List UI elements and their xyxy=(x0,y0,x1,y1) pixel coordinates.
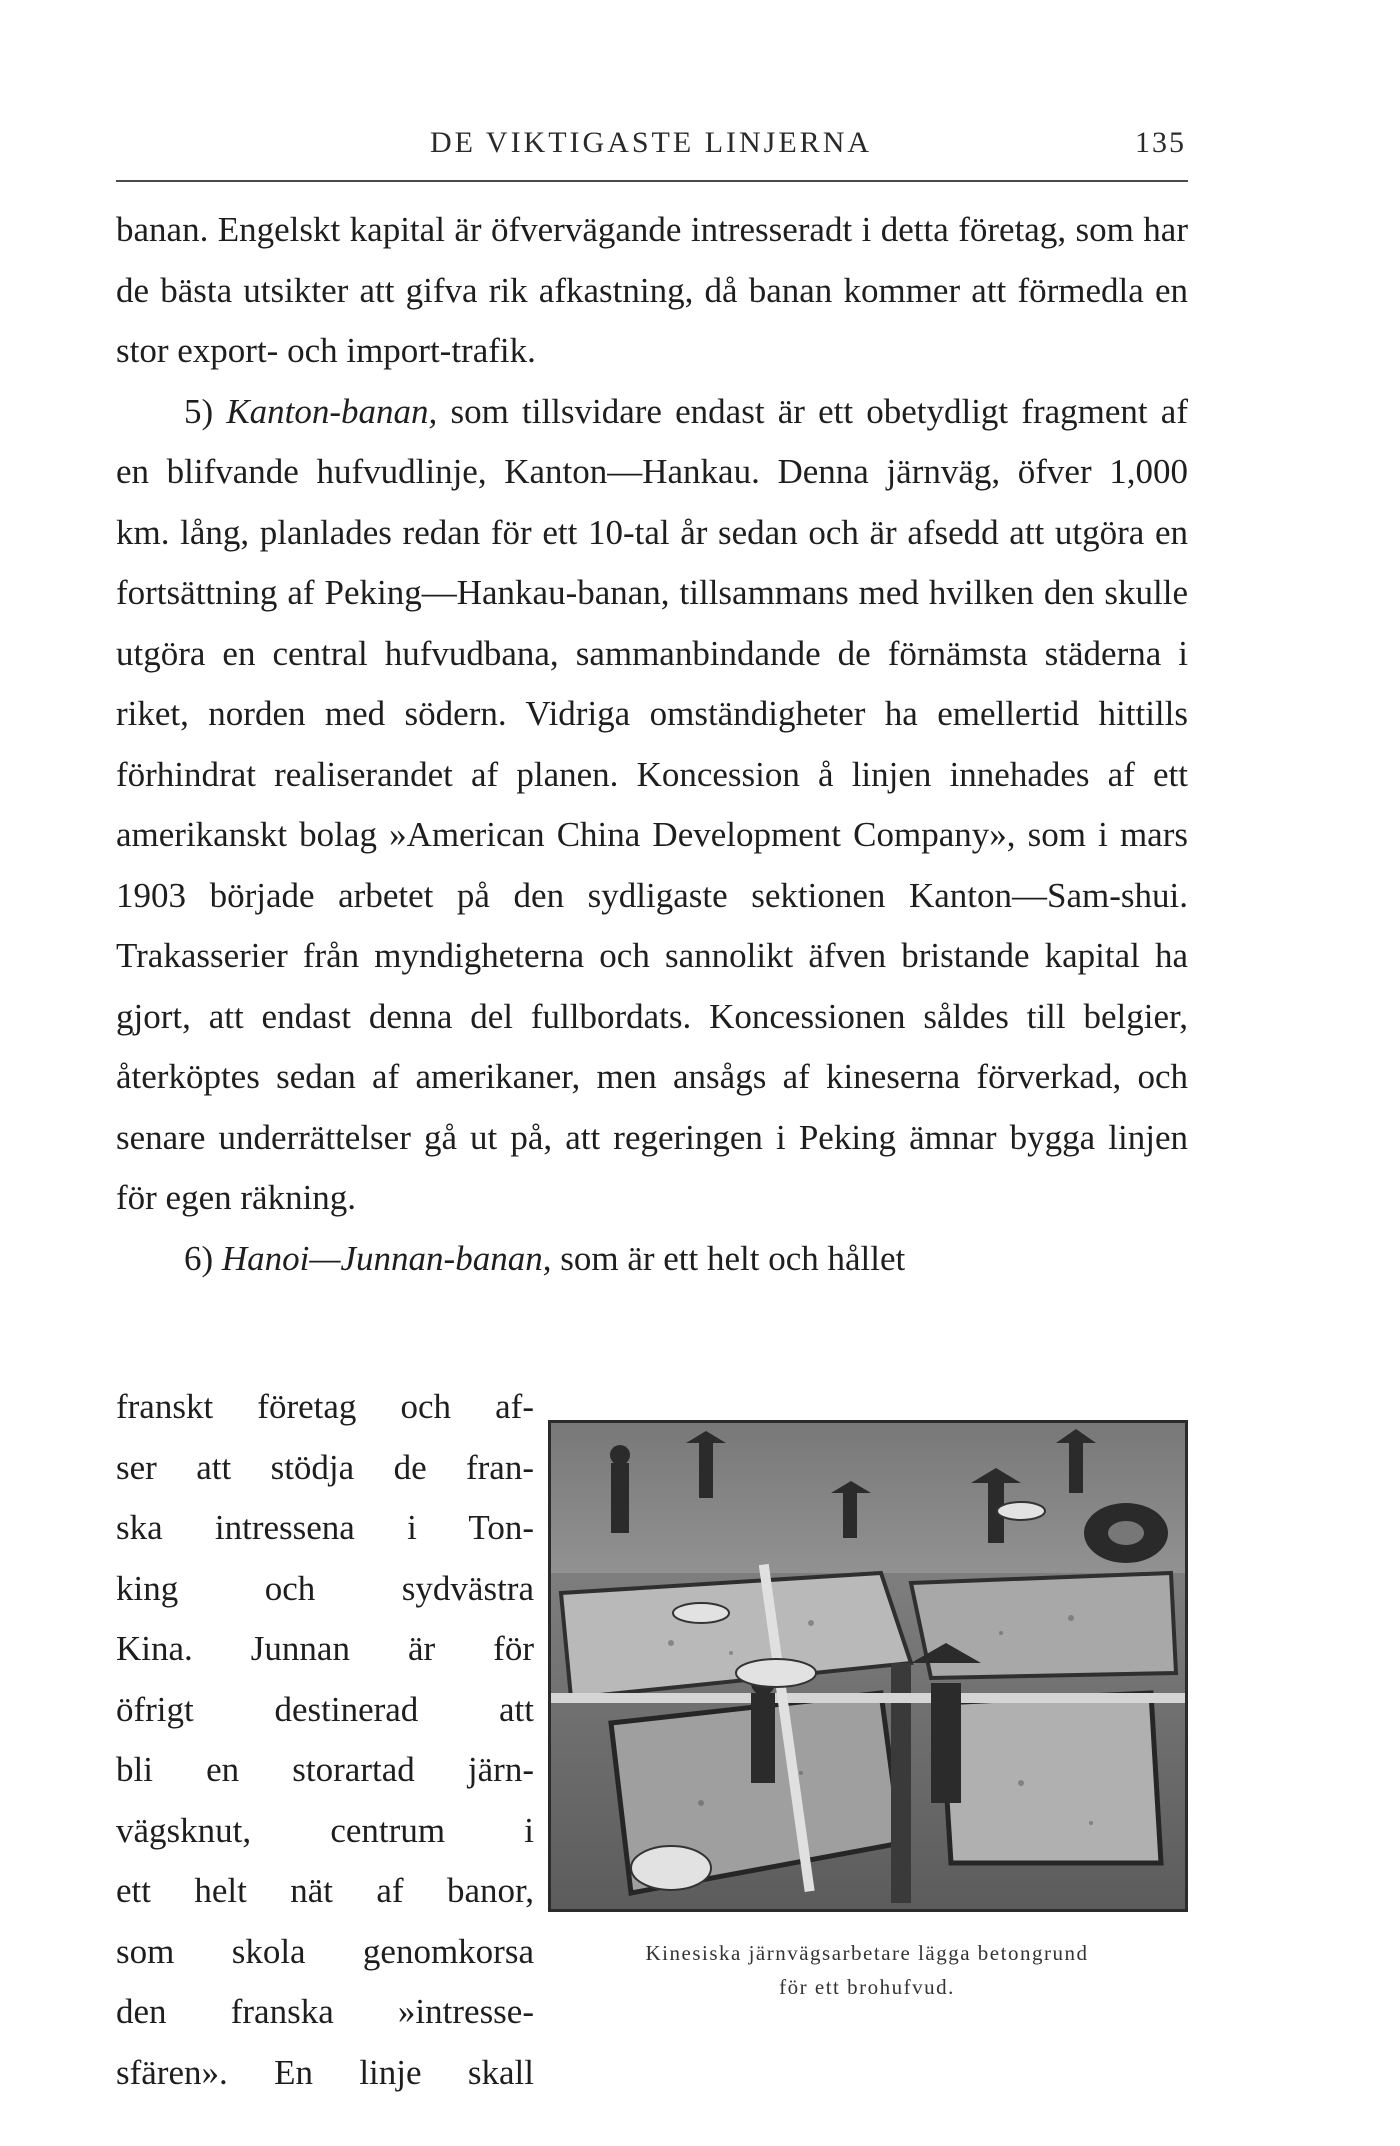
paragraph-3-wrapped-column xyxy=(116,1377,534,2103)
running-title: DE VIKTIGASTE LINJERNA xyxy=(429,126,873,159)
paragraph-2-number: 5) xyxy=(184,391,214,431)
hanoi-junnan-banan-title: Hanoi—Junnan-banan, xyxy=(221,1238,552,1278)
text-line: Kina. Junnan är för xyxy=(116,1629,534,1668)
paragraph-1: banan. Engelskt kapital är öfvervägande intresseradt i detta företag, som har de bästa utsikter att gifva rik afkastning, då banan kommer att förmedla en stor export- och import-trafik. xyxy=(116,210,1188,370)
text-line: king och sydvästra xyxy=(116,1568,534,1608)
photograph-railway-workers xyxy=(548,1420,1188,1912)
text-line: ska intressena i Ton- xyxy=(116,1508,534,1547)
figure-caption xyxy=(544,1936,1190,2004)
text-line: sfären». En linje skall xyxy=(116,2052,534,2092)
paragraph-3-number: 6) xyxy=(184,1238,214,1278)
text-line: öfrigt destinerad att xyxy=(116,1689,534,1729)
paragraph-2 xyxy=(116,382,1188,1229)
paragraph-3-first-line xyxy=(116,1229,1188,1290)
text-line: den franska »intresse- xyxy=(116,1992,534,2031)
text-line: bli en storartad järn- xyxy=(116,1750,534,1789)
text-line: ser att stödja de fran- xyxy=(116,1447,534,1487)
paragraph-3-text: som är ett helt och hållet xyxy=(560,1238,906,1278)
text-line: franskt företag och af- xyxy=(116,1387,534,1426)
running-head xyxy=(116,126,1186,166)
photograph-illustration xyxy=(551,1423,1185,1909)
page-number: 135 xyxy=(1135,126,1186,159)
kanton-banan-title: Kanton-banan, xyxy=(226,391,438,431)
text-line: som skola genomkorsa xyxy=(116,1931,534,1971)
caption-line-1: Kinesiska järnvägsarbetare lägga betongrund xyxy=(645,1941,1089,1965)
caption-line-2: för ett brohufvud. xyxy=(779,1975,955,1999)
text-line: vägsknut, centrum i xyxy=(116,1810,534,1850)
paragraph-2-text: som tillsvidare endast är ett obetydligt fragment af en blifvande hufvudlinje, Kanton—Hankau. Denna järnväg, öfver 1,000 km. lång, planlades redan för ett 10-tal år sedan och är afsedd att utgöra en fortsättning af Peking—Hankau-banan, tillsammans med hvilken den skulle utgöra en central hufvudbana, sammanbindande de förnämsta städerna i riket, norden med södern. Vidriga omständigheter ha emellertid hittills förhindrat realiserandet af planen. Koncession å linjen innehades af ett amerikanskt bolag »American China Development Company», som i mars 1903 började arbetet på den sydligaste sektionen Kanton—Sam-shui. Trakasserier från myndigheterna och sannolikt äfven bristande kapital ha gjort, att endast denna del fullbordats. Koncessionen såldes till belgier, återköptes sedan af amerikaner, men ansågs af kineserna förverkad, och senare underrättelser gå ut på, att regeringen i Peking ämnar bygga linjen för egen räkning. xyxy=(116,391,1188,1217)
header-rule xyxy=(116,180,1188,182)
text-line: ett helt nät af banor, xyxy=(116,1871,534,1910)
body-text xyxy=(116,200,1188,1289)
figure xyxy=(544,1420,1190,2004)
